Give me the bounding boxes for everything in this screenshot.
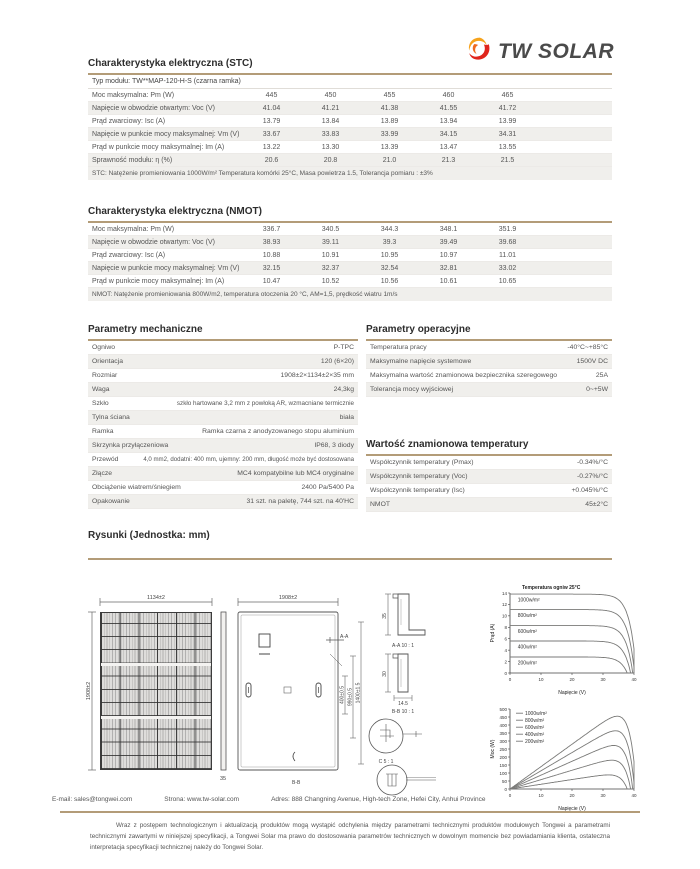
row-label: Sprawność modułu: η (%) [92, 156, 173, 164]
row-label: Napięcie w obwodzie otwartym: Voc (V) [92, 238, 215, 246]
param-label: Maksymalna wartość znamionowa bezpiecznika szeregowego [370, 372, 558, 379]
param-value: biała [339, 414, 354, 421]
kv-row [366, 355, 612, 369]
row-label: Prąd zwarciowy: Isc (A) [92, 251, 166, 259]
cell: 340.5 [321, 225, 340, 233]
param-value: Ramka czarna z anodyzowanego stopu aluminium [202, 428, 354, 435]
mechanical-table [88, 341, 358, 509]
cell: 38.93 [262, 238, 281, 246]
table-row [88, 89, 612, 102]
back-width-dim: 1908±2 [278, 595, 298, 601]
kv-row [366, 383, 612, 397]
param-value: 25A [595, 372, 608, 379]
c-detail-label: C 5 : 1 [378, 759, 394, 765]
cell: 460 [442, 91, 455, 99]
kv-row [366, 341, 612, 355]
temperature-title: Wartość znamionowa temperatury [366, 439, 612, 456]
cell: 13.84 [321, 117, 340, 125]
svg-text:10: 10 [501, 613, 507, 619]
mount-dim-1400: 1400±1.5 [355, 682, 362, 704]
nmot-note: NMOT: Natężenie promieniowania 800W/m2, temperatura otoczenia 20 °C, AM=1,5, prędkość wiatru 1m/s [88, 288, 612, 301]
table-row [88, 262, 612, 275]
front-width-dim: 1134±2 [147, 595, 165, 601]
param-value: 45±2°C [585, 501, 608, 508]
svg-text:40: 40 [631, 677, 637, 682]
mount-dim-990: 990±0.5 [347, 687, 354, 707]
param-value: 31 szt. na paletę, 744 szt. na 40'HC [246, 498, 354, 505]
cell: 41.55 [439, 104, 458, 112]
param-value: szkło hartowane 3,2 mm z powłoką AR, wzmacniane termicznie [176, 400, 354, 407]
svg-text:250: 250 [499, 746, 507, 752]
param-value: 120 (6×20) [320, 358, 354, 365]
cell: 33.67 [262, 130, 281, 138]
cell: 32.15 [262, 264, 281, 272]
cell: 21.5 [500, 156, 515, 164]
module-type-row [88, 75, 612, 89]
svg-text:20: 20 [569, 793, 575, 798]
cell: 39.49 [439, 238, 458, 246]
cell: 13.22 [262, 143, 281, 151]
table-row [88, 223, 612, 236]
cell: 41.38 [380, 104, 399, 112]
mount-dim-400: 400±0.5 [339, 685, 346, 705]
svg-text:50: 50 [501, 778, 507, 784]
table-row [88, 249, 612, 262]
cell: 33.02 [498, 264, 517, 272]
svg-text:Prąd (A): Prąd (A) [490, 623, 496, 643]
svg-text:1000w/m²: 1000w/m² [525, 711, 547, 717]
cell: 39.3 [382, 238, 397, 246]
table-row [88, 141, 612, 154]
bb-section-mark: B-B [292, 780, 301, 786]
row-label: Prąd zwarciowy: Isc (A) [92, 117, 166, 125]
cell: 41.21 [321, 104, 340, 112]
svg-text:2: 2 [504, 659, 507, 665]
svg-text:Napięcie (V): Napięcie (V) [558, 690, 586, 696]
param-label: Tolerancja mocy wyjściowej [370, 386, 454, 393]
param-label: Rozmiar [92, 372, 118, 379]
kv-row [88, 439, 358, 453]
kv-row [366, 484, 612, 498]
param-label: Współczynnik temperatury (Pmax) [370, 459, 474, 466]
stc-table [88, 89, 612, 167]
param-value: MC4 kompatybilne lub MC4 oryginalne [237, 470, 354, 477]
cell: 32.81 [439, 264, 458, 272]
param-label: Temperatura pracy [370, 344, 427, 351]
cell: 33.83 [321, 130, 340, 138]
cell: 41.72 [498, 104, 517, 112]
cell: 10.97 [439, 251, 458, 259]
param-label: Opakowanie [92, 498, 130, 505]
param-label: Tylna ściana [92, 414, 130, 421]
cell: 39.68 [498, 238, 517, 246]
operational-table [366, 341, 612, 397]
svg-text:10: 10 [538, 793, 544, 798]
bb-detail-label: B-B 10 : 1 [391, 709, 415, 715]
temperature-table [366, 456, 612, 512]
cell: 13.79 [262, 117, 281, 125]
cell: 13.55 [498, 143, 517, 151]
cell: 10.56 [380, 277, 399, 285]
param-value: 0~+5W [586, 386, 608, 393]
cell: 10.65 [498, 277, 517, 285]
param-value: +0.045%/°C [571, 487, 608, 494]
svg-text:0: 0 [508, 677, 512, 682]
cell: 348.1 [439, 225, 458, 233]
cell: 465 [501, 91, 514, 99]
table-row [88, 128, 612, 141]
param-value: -40°C~+85°C [567, 344, 608, 351]
svg-text:14: 14 [501, 590, 507, 596]
cell: 455 [383, 91, 396, 99]
table-row [88, 236, 612, 249]
cell: 20.6 [264, 156, 279, 164]
param-label: Szkło [92, 400, 109, 407]
svg-text:1000w/m²: 1000w/m² [517, 597, 540, 604]
kv-row [88, 341, 358, 355]
svg-text:200: 200 [499, 754, 507, 760]
iv-curve-chart [488, 582, 640, 696]
svg-text:0: 0 [504, 786, 507, 792]
kv-row [366, 470, 612, 484]
svg-text:800w/m²: 800w/m² [517, 613, 537, 620]
cell: 32.37 [321, 264, 340, 272]
kv-row [366, 456, 612, 470]
svg-text:12: 12 [501, 602, 507, 608]
kv-row [88, 425, 358, 439]
param-value: IP68, 3 diody [314, 442, 354, 449]
param-label: Maksymalne napięcie systemowe [370, 358, 472, 365]
cell: 33.99 [380, 130, 399, 138]
svg-text:150: 150 [499, 762, 507, 768]
cell: 21.3 [441, 156, 456, 164]
svg-text:8: 8 [504, 625, 507, 631]
table-row [88, 275, 612, 288]
cell: 39.11 [322, 238, 339, 246]
cell: 344.3 [380, 225, 399, 233]
bb-detail-width: 14.5 [398, 701, 408, 707]
cell: 20.8 [323, 156, 338, 164]
svg-text:200w/m²: 200w/m² [517, 660, 537, 667]
svg-text:Napięcie (V): Napięcie (V) [558, 806, 586, 812]
svg-text:10: 10 [538, 677, 544, 682]
svg-text:40: 40 [631, 793, 637, 798]
front-height-dim: 1908±2 [86, 681, 92, 701]
param-value: 2400 Pa/5400 Pa [301, 484, 354, 491]
module-type: Typ modułu: TW**MAP-120-H-S (czarna ramka) [92, 78, 241, 85]
param-label: Ogniwo [92, 344, 116, 351]
svg-text:100: 100 [499, 770, 507, 776]
svg-text:450: 450 [499, 714, 507, 720]
cell: 34.31 [498, 130, 517, 138]
svg-text:400w/m²: 400w/m² [517, 644, 537, 651]
svg-text:30: 30 [600, 677, 606, 682]
cell: 41.04 [262, 104, 281, 112]
cell: 21.0 [382, 156, 397, 164]
brand-name: TW SOLAR [498, 39, 614, 63]
param-label: Współczynnik temperatury (Voc) [370, 473, 468, 480]
svg-text:300: 300 [499, 738, 507, 744]
contact-email: E-mail: sales@tongwei.com [52, 796, 133, 803]
kv-row [366, 369, 612, 383]
svg-text:600w/m²: 600w/m² [525, 725, 545, 731]
cell: 13.94 [439, 117, 458, 125]
cell: 10.47 [262, 277, 281, 285]
svg-text:500: 500 [499, 706, 507, 712]
kv-row [88, 355, 358, 369]
param-value: 1908±2×1134±2×35 mm [280, 372, 354, 379]
stc-note: STC: Natężenie promieniowania 1000W/m² Temperatura komórki 25°C, Masa powietrza 1.5, Tolerancja pomiaru : ±3% [88, 167, 612, 180]
kv-row [366, 498, 612, 512]
row-label: Napięcie w obwodzie otwartym: Voc (V) [92, 104, 215, 112]
temperature-section [366, 439, 612, 512]
svg-text:4: 4 [504, 647, 507, 653]
svg-text:350: 350 [499, 730, 507, 736]
row-label: Prąd w punkcie mocy maksymalnej: Im (A) [92, 143, 225, 151]
cell: 336.7 [262, 225, 281, 233]
kv-row [88, 383, 358, 397]
cell: 13.99 [498, 117, 517, 125]
cell: 445 [265, 91, 278, 99]
nmot-section-title: Charakterystyka elektryczna (NMOT) [88, 206, 612, 223]
row-label: Moc maksymalna: Pm (W) [92, 91, 175, 99]
param-value: -0.34%/°C [576, 459, 608, 466]
row-label: Napięcie w punkcie mocy maksymalnej: Vm (V) [92, 264, 240, 272]
mechanical-section [88, 324, 358, 509]
kv-row [88, 411, 358, 425]
row-label: Moc maksymalna: Pm (W) [92, 225, 175, 233]
drawings-title: Rysunki (Jednostka: mm) [88, 530, 210, 541]
mechanical-title: Parametry mechaniczne [88, 324, 358, 341]
svg-text:6: 6 [504, 636, 507, 642]
cell: 13.39 [380, 143, 399, 151]
kv-row [88, 397, 358, 411]
cell: 10.95 [380, 251, 399, 259]
param-label: Waga [92, 386, 110, 393]
param-value: P-TPC [333, 344, 354, 351]
svg-text:20: 20 [569, 677, 575, 682]
svg-text:400: 400 [499, 722, 507, 728]
row-label: Prąd w punkcie mocy maksymalnej: Im (A) [92, 277, 225, 285]
kv-row [88, 481, 358, 495]
cell: 11.01 [499, 251, 516, 259]
cell: 34.15 [439, 130, 458, 138]
cell: 13.47 [439, 143, 458, 151]
svg-text:600w/m²: 600w/m² [517, 629, 537, 636]
param-label: Obciążenie wiatrem/śniegiem [92, 484, 181, 491]
nmot-table [88, 223, 612, 288]
kv-row [88, 369, 358, 383]
param-label: Złącze [92, 470, 113, 477]
contact-row [0, 796, 700, 803]
svg-text:Moc (W): Moc (W) [490, 739, 496, 759]
svg-text:200w/m²: 200w/m² [525, 739, 545, 745]
param-label: NMOT [370, 501, 391, 508]
stc-section-title: Charakterystyka elektryczna (STC) [88, 58, 612, 75]
section-divider [88, 558, 612, 560]
aa-detail-height: 35 [382, 613, 388, 619]
param-value: 4,0 mm2, dodatni: 400 mm, ujemny: 200 mm, długość może być dostosowana [143, 456, 354, 463]
contact-website: Strona: www.tw-solar.com [164, 796, 240, 803]
svg-text:30: 30 [600, 793, 606, 798]
kv-row [88, 453, 358, 467]
svg-text:800w/m²: 800w/m² [525, 718, 545, 724]
cell: 10.52 [321, 277, 340, 285]
param-value: 1500V DC [576, 358, 608, 365]
cell: 13.30 [321, 143, 340, 151]
side-thickness-dim: 35 [219, 776, 227, 782]
row-label: Napięcie w punkcie mocy maksymalnej: Vm (V) [92, 130, 240, 138]
cell: 351.9 [498, 225, 517, 233]
param-label: Ramka [92, 428, 114, 435]
svg-text:Temperatura ogniw 25°C: Temperatura ogniw 25°C [522, 585, 581, 591]
param-value: 24,3kg [333, 386, 354, 393]
table-row [88, 115, 612, 128]
kv-row [88, 467, 358, 481]
param-value: -0.27%/°C [576, 473, 608, 480]
aa-section-mark: A-A [340, 634, 349, 640]
footer-divider [60, 811, 640, 813]
svg-text:400w/m²: 400w/m² [525, 732, 545, 738]
cell: 10.91 [321, 251, 340, 259]
cell: 450 [324, 91, 337, 99]
cell: 10.61 [439, 277, 458, 285]
cell: 13.89 [380, 117, 399, 125]
param-label: Współczynnik temperatury (Isc) [370, 487, 465, 494]
contact-address: Adres: 888 Changning Avenue, High-tech Zone, Hefei City, Anhui Province [271, 796, 486, 803]
table-row [88, 102, 612, 115]
param-label: Skrzynka przyłączeniowa [92, 442, 169, 449]
param-label: Orientacja [92, 358, 123, 365]
svg-text:0: 0 [508, 793, 512, 798]
cell: 10.88 [262, 251, 281, 259]
operational-section [366, 324, 612, 397]
param-label: Przewód [92, 456, 119, 463]
table-row [88, 154, 612, 167]
svg-text:0: 0 [504, 670, 507, 676]
bb-detail-height: 30 [382, 671, 388, 677]
operational-title: Parametry operacyjne [366, 324, 612, 341]
disclaimer-text: Wraz z postępem technologicznym i aktualizacją produktów mogą wystąpić odchylenia między parametrami technicznymi produktów modułowych Tongwei a parametrami technicznymi zawartymi w niniejszej specyfikacji, a Tongwei Solar ma prawo do dostosowania parametrów technicznych w dowolnym momencie bez powiadamiania klienta, ostateczna interpretacja specyfikacji technicznej należy do Tongwei Solar. [90, 822, 610, 852]
aa-detail-label: A-A 10 : 1 [392, 643, 414, 649]
cell: 32.54 [380, 264, 399, 272]
kv-row [88, 495, 358, 509]
